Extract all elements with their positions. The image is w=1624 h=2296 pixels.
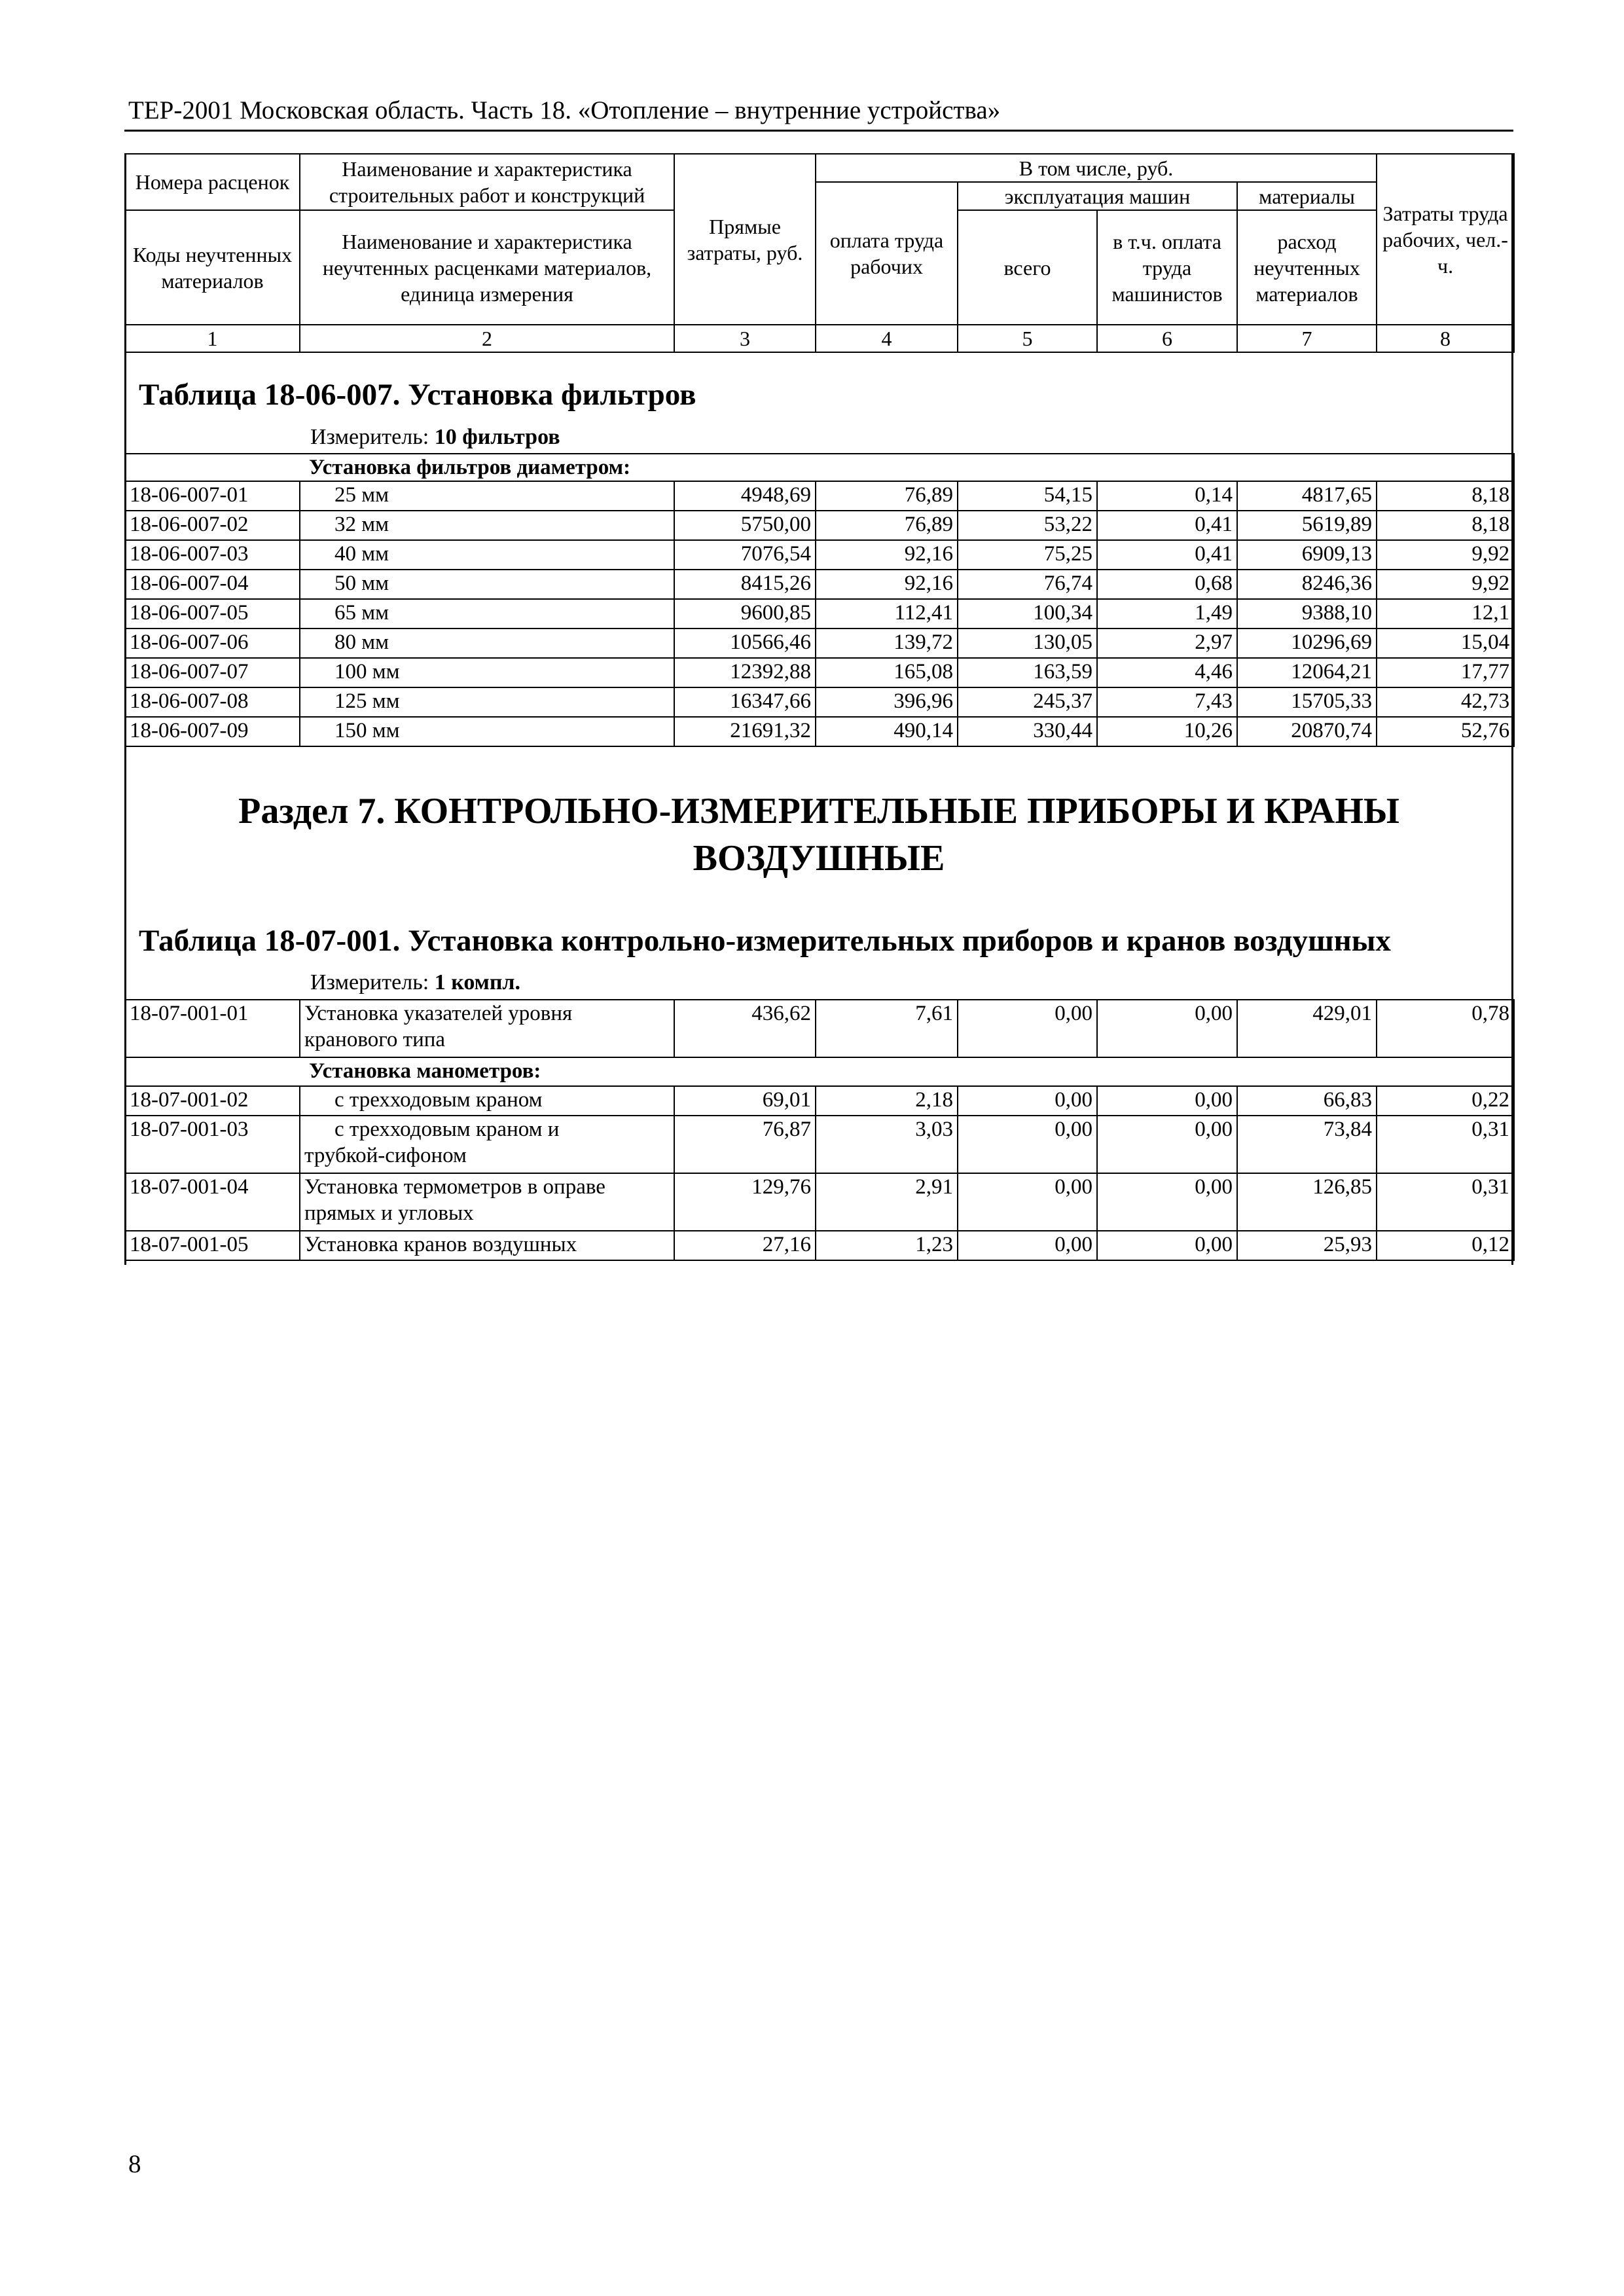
machinist-pay: 0,00 bbox=[1097, 1000, 1237, 1057]
machines-total: 245,37 bbox=[958, 687, 1097, 717]
rate-code: 18-07-001-02 bbox=[125, 1086, 300, 1116]
table-row bbox=[125, 511, 1514, 540]
section-7-title-line2: ВОЗДУШНЫЕ bbox=[693, 838, 945, 879]
labor-pay: 92,16 bbox=[816, 540, 958, 570]
machines-total: 0,00 bbox=[958, 1116, 1097, 1173]
materials-cost: 12064,21 bbox=[1237, 658, 1377, 687]
machinist-pay: 1,49 bbox=[1097, 599, 1237, 629]
table-row bbox=[125, 1173, 1514, 1231]
header-material-names: Наименование и характеристика неучтенных расценками материалов, единица измерения bbox=[300, 210, 674, 325]
header-unaccounted-materials: расход неучтенных материалов bbox=[1237, 210, 1377, 325]
labor-pay: 76,89 bbox=[816, 481, 958, 511]
rate-code: 18-07-001-05 bbox=[125, 1231, 300, 1260]
table-row bbox=[125, 629, 1514, 658]
labor-hours: 17,77 bbox=[1377, 658, 1514, 687]
machines-total: 130,05 bbox=[958, 629, 1097, 658]
header-work-name: Наименование и характеристика строительных работ и конструкций bbox=[300, 154, 674, 210]
direct-cost: 9600,85 bbox=[674, 599, 816, 629]
table-row bbox=[125, 540, 1514, 570]
materials-cost: 15705,33 bbox=[1237, 687, 1377, 717]
table-row bbox=[125, 481, 1514, 511]
machinist-pay: 0,41 bbox=[1097, 540, 1237, 570]
table-row bbox=[125, 570, 1514, 599]
rate-code: 18-06-007-04 bbox=[125, 570, 300, 599]
machinist-pay: 0,14 bbox=[1097, 481, 1237, 511]
header-labor-pay: оплата труда рабочих bbox=[816, 182, 958, 325]
table-18-07-001-title: Таблица 18-07-001. Установка контрольно-измерительных приборов и кранов воздушных bbox=[139, 924, 1391, 958]
meter-label: Измеритель: bbox=[310, 425, 429, 449]
machines-total: 0,00 bbox=[958, 1231, 1097, 1260]
labor-hours: 0,22 bbox=[1377, 1086, 1514, 1116]
rate-name-line1: с трехходовым краном и bbox=[334, 1118, 560, 1141]
rate-name: 50 мм bbox=[300, 570, 674, 599]
materials-cost: 66,83 bbox=[1237, 1086, 1377, 1116]
header-direct-costs: Прямые затраты, руб. bbox=[674, 154, 816, 325]
materials-cost: 8246,36 bbox=[1237, 570, 1377, 599]
labor-hours: 9,92 bbox=[1377, 540, 1514, 570]
column-number: 4 bbox=[816, 325, 958, 352]
rate-name: 40 мм bbox=[300, 540, 674, 570]
group-label: Установка манометров: bbox=[125, 1057, 1514, 1086]
column-number: 5 bbox=[958, 325, 1097, 352]
rate-code: 18-06-007-01 bbox=[125, 481, 300, 511]
materials-cost: 429,01 bbox=[1237, 1000, 1377, 1057]
table-row bbox=[125, 1000, 1514, 1057]
rate-code: 18-06-007-02 bbox=[125, 511, 300, 540]
machines-total: 163,59 bbox=[958, 658, 1097, 687]
labor-hours: 9,92 bbox=[1377, 570, 1514, 599]
column-number: 7 bbox=[1237, 325, 1377, 352]
rate-name: 125 мм bbox=[300, 687, 674, 717]
labor-hours: 8,18 bbox=[1377, 481, 1514, 511]
materials-cost: 9388,10 bbox=[1237, 599, 1377, 629]
table-18-06-007-title: Таблица 18-06-007. Установка фильтров bbox=[139, 378, 696, 412]
labor-hours: 0,12 bbox=[1377, 1231, 1514, 1260]
header-machine-operation: эксплуатация машин bbox=[958, 182, 1237, 210]
labor-hours: 0,31 bbox=[1377, 1116, 1514, 1173]
running-header: ТЕР-2001 Московская область. Часть 18. «Отопление – внутренние устройства» bbox=[128, 96, 1001, 124]
table-row bbox=[125, 658, 1514, 687]
rate-name: 150 мм bbox=[300, 717, 674, 746]
machinist-pay: 7,43 bbox=[1097, 687, 1237, 717]
meter-label: Измеритель: bbox=[310, 970, 429, 994]
direct-cost: 4948,69 bbox=[674, 481, 816, 511]
table-row bbox=[125, 599, 1514, 629]
machines-total: 100,34 bbox=[958, 599, 1097, 629]
materials-cost: 73,84 bbox=[1237, 1116, 1377, 1173]
machinist-pay: 10,26 bbox=[1097, 717, 1237, 746]
direct-cost: 7076,54 bbox=[674, 540, 816, 570]
table-row bbox=[125, 687, 1514, 717]
rate-name: 100 мм bbox=[300, 658, 674, 687]
labor-pay: 139,72 bbox=[816, 629, 958, 658]
rate-name: Установка указателей уровня кранового типа bbox=[300, 1000, 674, 1057]
page-number: 8 bbox=[128, 2150, 141, 2178]
rate-name: 25 мм bbox=[300, 481, 674, 511]
table-row bbox=[125, 1086, 1514, 1116]
rate-code: 18-07-001-03 bbox=[125, 1116, 300, 1173]
labor-hours: 0,31 bbox=[1377, 1173, 1514, 1231]
machinist-pay: 0,00 bbox=[1097, 1086, 1237, 1116]
direct-cost: 16347,66 bbox=[674, 687, 816, 717]
header-rule bbox=[124, 130, 1513, 132]
labor-pay: 7,61 bbox=[816, 1000, 958, 1057]
labor-pay: 165,08 bbox=[816, 658, 958, 687]
labor-pay: 490,14 bbox=[816, 717, 958, 746]
rate-name: 80 мм bbox=[300, 629, 674, 658]
table-18-06-007 bbox=[124, 453, 1515, 747]
labor-pay: 3,03 bbox=[816, 1116, 958, 1173]
header-labor-hours: Затраты труда рабочих, чел.-ч. bbox=[1377, 154, 1514, 325]
machinist-pay: 4,46 bbox=[1097, 658, 1237, 687]
column-number: 3 bbox=[674, 325, 816, 352]
labor-pay: 2,18 bbox=[816, 1086, 958, 1116]
materials-cost: 126,85 bbox=[1237, 1173, 1377, 1231]
rate-code: 18-06-007-08 bbox=[125, 687, 300, 717]
machines-total: 0,00 bbox=[958, 1173, 1097, 1231]
materials-cost: 5619,89 bbox=[1237, 511, 1377, 540]
machinist-pay: 0,00 bbox=[1097, 1173, 1237, 1231]
rate-code: 18-06-007-07 bbox=[125, 658, 300, 687]
materials-cost: 4817,65 bbox=[1237, 481, 1377, 511]
materials-cost: 25,93 bbox=[1237, 1231, 1377, 1260]
machines-total: 0,00 bbox=[958, 1000, 1097, 1057]
meter-value: 10 фильтров bbox=[434, 425, 560, 449]
machines-total: 53,22 bbox=[958, 511, 1097, 540]
labor-hours: 8,18 bbox=[1377, 511, 1514, 540]
machines-total: 54,15 bbox=[958, 481, 1097, 511]
column-number: 8 bbox=[1377, 325, 1514, 352]
labor-pay: 76,89 bbox=[816, 511, 958, 540]
rate-code: 18-06-007-06 bbox=[125, 629, 300, 658]
machinist-pay: 0,41 bbox=[1097, 511, 1237, 540]
rate-code: 18-07-001-01 bbox=[125, 1000, 300, 1057]
column-header-table bbox=[124, 153, 1515, 353]
direct-cost: 76,87 bbox=[674, 1116, 816, 1173]
machines-total: 330,44 bbox=[958, 717, 1097, 746]
direct-cost: 27,16 bbox=[674, 1231, 816, 1260]
machinist-pay: 0,00 bbox=[1097, 1231, 1237, 1260]
labor-hours: 12,1 bbox=[1377, 599, 1514, 629]
direct-cost: 436,62 bbox=[674, 1000, 816, 1057]
rate-code: 18-06-007-09 bbox=[125, 717, 300, 746]
rate-code: 18-07-001-04 bbox=[125, 1173, 300, 1231]
rate-name: Установка термометров в оправе прямых и угловых bbox=[300, 1173, 674, 1231]
header-material-codes: Коды неучтенных материалов bbox=[125, 210, 300, 325]
header-rate-numbers: Номера расценок bbox=[125, 154, 300, 210]
materials-cost: 20870,74 bbox=[1237, 717, 1377, 746]
direct-cost: 12392,88 bbox=[674, 658, 816, 687]
meter-value: 1 компл. bbox=[434, 970, 521, 994]
labor-hours: 15,04 bbox=[1377, 629, 1514, 658]
machinist-pay: 0,00 bbox=[1097, 1116, 1237, 1173]
labor-pay: 396,96 bbox=[816, 687, 958, 717]
labor-hours: 0,78 bbox=[1377, 1000, 1514, 1057]
materials-cost: 6909,13 bbox=[1237, 540, 1377, 570]
rate-name: 65 мм bbox=[300, 599, 674, 629]
rate-code: 18-06-007-03 bbox=[125, 540, 300, 570]
table-18-07-001-meter bbox=[310, 969, 520, 996]
labor-pay: 112,41 bbox=[816, 599, 958, 629]
rate-code: 18-06-007-05 bbox=[125, 599, 300, 629]
machines-total: 75,25 bbox=[958, 540, 1097, 570]
machines-total: 76,74 bbox=[958, 570, 1097, 599]
column-number: 1 bbox=[125, 325, 300, 352]
column-number: 2 bbox=[300, 325, 674, 352]
rate-name: Установка кранов воздушных bbox=[300, 1231, 674, 1260]
group-label: Установка фильтров диаметром: bbox=[125, 454, 1514, 481]
labor-hours: 42,73 bbox=[1377, 687, 1514, 717]
table-row bbox=[125, 1231, 1514, 1260]
column-number: 6 bbox=[1097, 325, 1237, 352]
direct-cost: 69,01 bbox=[674, 1086, 816, 1116]
rate-name: 32 мм bbox=[300, 511, 674, 540]
rate-name bbox=[300, 1116, 674, 1173]
labor-pay: 92,16 bbox=[816, 570, 958, 599]
direct-cost: 10566,46 bbox=[674, 629, 816, 658]
direct-cost: 8415,26 bbox=[674, 570, 816, 599]
machinist-pay: 2,97 bbox=[1097, 629, 1237, 658]
table-row bbox=[125, 717, 1514, 746]
table-row bbox=[125, 1116, 1514, 1173]
table-18-06-007-meter bbox=[310, 424, 560, 451]
direct-cost: 5750,00 bbox=[674, 511, 816, 540]
labor-pay: 2,91 bbox=[816, 1173, 958, 1231]
direct-cost: 21691,32 bbox=[674, 717, 816, 746]
section-7-title-line1: Раздел 7. КОНТРОЛЬНО-ИЗМЕРИТЕЛЬНЫЕ ПРИБОРЫ И КРАНЫ bbox=[238, 791, 1399, 831]
materials-cost: 10296,69 bbox=[1237, 629, 1377, 658]
header-machinist-pay: в т.ч. оплата труда машинистов bbox=[1097, 210, 1237, 325]
header-materials: материалы bbox=[1237, 182, 1377, 210]
machines-total: 0,00 bbox=[958, 1086, 1097, 1116]
labor-pay: 1,23 bbox=[816, 1231, 958, 1260]
rate-name: с трехходовым краном bbox=[300, 1086, 674, 1116]
direct-cost: 129,76 bbox=[674, 1173, 816, 1231]
header-machines-total: всего bbox=[958, 210, 1097, 325]
machinist-pay: 0,68 bbox=[1097, 570, 1237, 599]
labor-hours: 52,76 bbox=[1377, 717, 1514, 746]
header-including: В том числе, руб. bbox=[816, 154, 1377, 182]
rate-name-line2: трубкой-сифоном bbox=[304, 1144, 467, 1167]
table-18-07-001 bbox=[124, 999, 1515, 1261]
